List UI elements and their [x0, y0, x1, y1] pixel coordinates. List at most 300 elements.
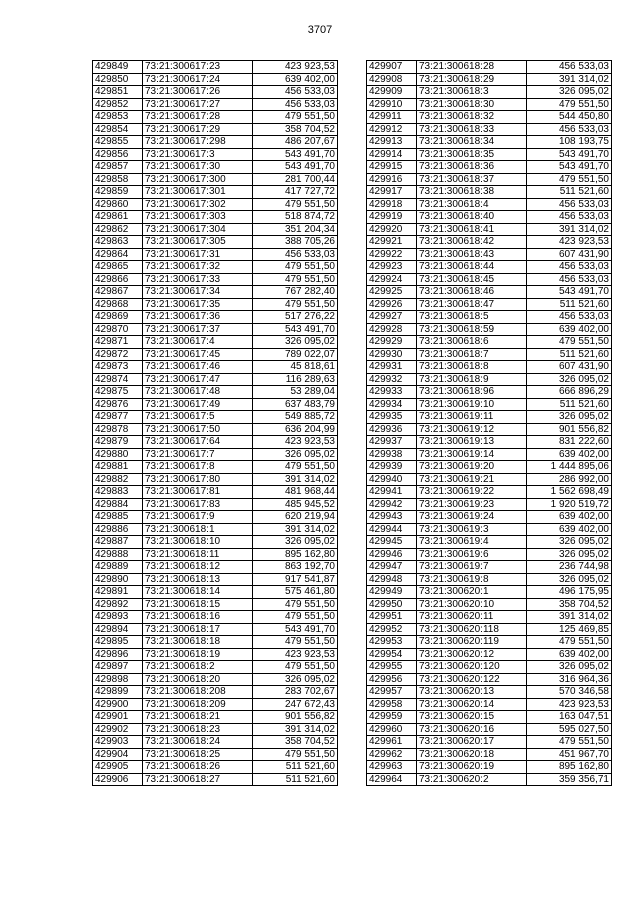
value-cell: 607 431,90 [527, 248, 612, 261]
table-row [93, 523, 338, 536]
value-cell: 358 704,52 [253, 123, 338, 136]
table-row [367, 198, 612, 211]
row-number-cell: 429909 [367, 86, 417, 99]
table-row [93, 111, 338, 124]
value-cell: 1 562 698,49 [527, 486, 612, 499]
value-cell: 391 314,02 [527, 223, 612, 236]
value-cell: 456 533,03 [527, 198, 612, 211]
value-cell: 391 314,02 [527, 611, 612, 624]
row-number-cell: 429852 [93, 98, 143, 111]
cadastral-number-cell: 73:21:300618:43 [417, 248, 527, 261]
row-number-cell: 429925 [367, 286, 417, 299]
table-row [93, 123, 338, 136]
row-number-cell: 429937 [367, 436, 417, 449]
row-number-cell: 429928 [367, 323, 417, 336]
cadastral-number-cell: 73:21:300617:303 [143, 211, 253, 224]
row-number-cell: 429884 [93, 498, 143, 511]
value-cell: 511 521,60 [527, 186, 612, 199]
table-row [93, 761, 338, 774]
table-row [367, 748, 612, 761]
row-number-cell: 429938 [367, 448, 417, 461]
value-cell: 666 896,29 [527, 386, 612, 399]
row-number-cell: 429926 [367, 298, 417, 311]
row-number-cell: 429896 [93, 648, 143, 661]
table-row [367, 636, 612, 649]
row-number-cell: 429958 [367, 698, 417, 711]
cadastral-number-cell: 73:21:300619:4 [417, 536, 527, 549]
value-cell: 326 095,02 [527, 548, 612, 561]
cadastral-number-cell: 73:21:300620:12 [417, 648, 527, 661]
table-row [93, 711, 338, 724]
value-cell: 163 047,51 [527, 711, 612, 724]
cadastral-number-cell: 73:21:300620:11 [417, 611, 527, 624]
cadastral-number-cell: 73:21:300619:24 [417, 511, 527, 524]
value-cell: 479 551,50 [253, 461, 338, 474]
value-cell: 326 095,02 [527, 373, 612, 386]
value-cell: 479 551,50 [253, 298, 338, 311]
table-row [367, 423, 612, 436]
table-row [367, 61, 612, 74]
row-number-cell: 429955 [367, 661, 417, 674]
cadastral-number-cell: 73:21:300617:26 [143, 86, 253, 99]
row-number-cell: 429883 [93, 486, 143, 499]
row-number-cell: 429949 [367, 586, 417, 599]
row-number-cell: 429871 [93, 336, 143, 349]
value-cell: 895 162,80 [253, 548, 338, 561]
row-number-cell: 429950 [367, 598, 417, 611]
row-number-cell: 429868 [93, 298, 143, 311]
row-number-cell: 429963 [367, 761, 417, 774]
table-row [93, 161, 338, 174]
value-cell: 479 551,50 [253, 261, 338, 274]
cadastral-number-cell: 73:21:300618:96 [417, 386, 527, 399]
value-cell: 639 402,00 [527, 523, 612, 536]
cadastral-number-cell: 73:21:300617:300 [143, 173, 253, 186]
value-cell: 479 551,50 [253, 611, 338, 624]
row-number-cell: 429951 [367, 611, 417, 624]
table-row [93, 273, 338, 286]
row-number-cell: 429872 [93, 348, 143, 361]
value-cell: 326 095,02 [527, 86, 612, 99]
value-cell: 423 923,53 [253, 436, 338, 449]
row-number-cell: 429944 [367, 523, 417, 536]
value-cell: 901 556,82 [253, 711, 338, 724]
cadastral-number-cell: 73:21:300618:19 [143, 648, 253, 661]
table-row [367, 648, 612, 661]
table-row [367, 111, 612, 124]
cadastral-number-cell: 73:21:300620:15 [417, 711, 527, 724]
cadastral-number-cell: 73:21:300618:208 [143, 686, 253, 699]
cadastral-number-cell: 73:21:300617:47 [143, 373, 253, 386]
cadastral-number-cell: 73:21:300617:49 [143, 398, 253, 411]
cadastral-number-cell: 73:21:300617:298 [143, 136, 253, 149]
row-number-cell: 429894 [93, 623, 143, 636]
cadastral-number-cell: 73:21:300619:20 [417, 461, 527, 474]
value-cell: 917 541,87 [253, 573, 338, 586]
value-cell: 863 192,70 [253, 561, 338, 574]
cadastral-number-cell: 73:21:300618:209 [143, 698, 253, 711]
table-row [367, 448, 612, 461]
value-cell: 543 491,70 [253, 148, 338, 161]
cadastral-number-cell: 73:21:300617:4 [143, 336, 253, 349]
row-number-cell: 429850 [93, 73, 143, 86]
cadastral-number-cell: 73:21:300618:1 [143, 523, 253, 536]
table-row [93, 623, 338, 636]
row-number-cell: 429916 [367, 173, 417, 186]
value-cell: 451 967,70 [527, 748, 612, 761]
cadastral-number-cell: 73:21:300618:12 [143, 561, 253, 574]
row-number-cell: 429956 [367, 673, 417, 686]
row-number-cell: 429874 [93, 373, 143, 386]
row-number-cell: 429960 [367, 723, 417, 736]
cadastral-number-cell: 73:21:300617:35 [143, 298, 253, 311]
table-row [367, 336, 612, 349]
value-cell: 423 923,53 [527, 236, 612, 249]
row-number-cell: 429898 [93, 673, 143, 686]
value-cell: 486 207,67 [253, 136, 338, 149]
table-row [93, 423, 338, 436]
cadastral-number-cell: 73:21:300617:46 [143, 361, 253, 374]
cadastral-number-cell: 73:21:300617:34 [143, 286, 253, 299]
row-number-cell: 429930 [367, 348, 417, 361]
table-row [367, 536, 612, 549]
table-row [93, 373, 338, 386]
row-number-cell: 429875 [93, 386, 143, 399]
table-row [93, 648, 338, 661]
value-cell: 543 491,70 [527, 286, 612, 299]
table-row [93, 336, 338, 349]
row-number-cell: 429880 [93, 448, 143, 461]
cadastral-number-cell: 73:21:300619:10 [417, 398, 527, 411]
cadastral-number-cell: 73:21:300617:36 [143, 311, 253, 324]
row-number-cell: 429886 [93, 523, 143, 536]
value-cell: 326 095,02 [527, 661, 612, 674]
cadastral-number-cell: 73:21:300618:38 [417, 186, 527, 199]
cadastral-number-cell: 73:21:300618:21 [143, 711, 253, 724]
row-number-cell: 429923 [367, 261, 417, 274]
table-row [367, 723, 612, 736]
cadastral-number-cell: 73:21:300619:6 [417, 548, 527, 561]
cadastral-number-cell: 73:21:300620:120 [417, 661, 527, 674]
table-row [93, 261, 338, 274]
row-number-cell: 429911 [367, 111, 417, 124]
cadastral-number-cell: 73:21:300617:29 [143, 123, 253, 136]
table-row [367, 761, 612, 774]
table-row [93, 73, 338, 86]
row-number-cell: 429901 [93, 711, 143, 724]
cadastral-number-cell: 73:21:300618:16 [143, 611, 253, 624]
value-cell: 575 461,80 [253, 586, 338, 599]
value-cell: 456 533,03 [253, 248, 338, 261]
cadastral-number-cell: 73:21:300618:15 [143, 598, 253, 611]
cadastral-number-cell: 73:21:300618:46 [417, 286, 527, 299]
value-cell: 895 162,80 [527, 761, 612, 774]
value-cell: 423 923,53 [253, 648, 338, 661]
value-cell: 595 027,50 [527, 723, 612, 736]
row-number-cell: 429893 [93, 611, 143, 624]
cadastral-number-cell: 73:21:300618:35 [417, 148, 527, 161]
row-number-cell: 429903 [93, 736, 143, 749]
cadastral-number-cell: 73:21:300618:47 [417, 298, 527, 311]
table-row [93, 61, 338, 74]
table-row [367, 486, 612, 499]
value-cell: 125 469,85 [527, 623, 612, 636]
row-number-cell: 429964 [367, 773, 417, 786]
value-cell: 496 175,95 [527, 586, 612, 599]
row-number-cell: 429860 [93, 198, 143, 211]
cadastral-number-cell: 73:21:300618:59 [417, 323, 527, 336]
row-number-cell: 429947 [367, 561, 417, 574]
table-row [367, 611, 612, 624]
row-number-cell: 429906 [93, 773, 143, 786]
table-row [93, 198, 338, 211]
row-number-cell: 429899 [93, 686, 143, 699]
cadastral-number-cell: 73:21:300618:9 [417, 373, 527, 386]
cadastral-number-cell: 73:21:300618:37 [417, 173, 527, 186]
row-number-cell: 429934 [367, 398, 417, 411]
cadastral-number-cell: 73:21:300620:13 [417, 686, 527, 699]
value-cell: 511 521,60 [527, 398, 612, 411]
cadastral-number-cell: 73:21:300618:23 [143, 723, 253, 736]
table-row [367, 511, 612, 524]
row-number-cell: 429862 [93, 223, 143, 236]
table-row [367, 598, 612, 611]
value-cell: 544 450,80 [527, 111, 612, 124]
row-number-cell: 429878 [93, 423, 143, 436]
cadastral-number-cell: 73:21:300618:13 [143, 573, 253, 586]
value-cell: 479 551,50 [527, 736, 612, 749]
cadastral-number-cell: 73:21:300618:42 [417, 236, 527, 249]
table-row [367, 473, 612, 486]
value-cell: 479 551,50 [527, 98, 612, 111]
table-row [367, 586, 612, 599]
table-row [93, 448, 338, 461]
table-row [93, 298, 338, 311]
table-row [367, 286, 612, 299]
table-row [367, 686, 612, 699]
cadastral-number-cell: 73:21:300618:30 [417, 98, 527, 111]
value-cell: 518 874,72 [253, 211, 338, 224]
page-number: 3707 [307, 24, 333, 36]
cadastral-number-cell: 73:21:300617:37 [143, 323, 253, 336]
row-number-cell: 429952 [367, 623, 417, 636]
row-number-cell: 429943 [367, 511, 417, 524]
row-number-cell: 429897 [93, 661, 143, 674]
cadastral-number-cell: 73:21:300620:118 [417, 623, 527, 636]
value-cell: 479 551,50 [527, 636, 612, 649]
row-number-cell: 429866 [93, 273, 143, 286]
row-number-cell: 429918 [367, 198, 417, 211]
value-cell: 549 885,72 [253, 411, 338, 424]
cadastral-number-cell: 73:21:300618:2 [143, 661, 253, 674]
row-number-cell: 429927 [367, 311, 417, 324]
cadastral-number-cell: 73:21:300620:1 [417, 586, 527, 599]
row-number-cell: 429888 [93, 548, 143, 561]
table-row [367, 223, 612, 236]
row-number-cell: 429865 [93, 261, 143, 274]
row-number-cell: 429870 [93, 323, 143, 336]
value-cell: 391 314,02 [253, 723, 338, 736]
cadastral-number-cell: 73:21:300617:45 [143, 348, 253, 361]
table-row [367, 711, 612, 724]
cadastral-number-cell: 73:21:300618:8 [417, 361, 527, 374]
table-row [93, 673, 338, 686]
table-row [93, 286, 338, 299]
value-cell: 479 551,50 [253, 598, 338, 611]
value-cell: 326 095,02 [527, 573, 612, 586]
table-row [93, 473, 338, 486]
row-number-cell: 429924 [367, 273, 417, 286]
table-row [367, 86, 612, 99]
table-row [93, 436, 338, 449]
value-cell: 517 276,22 [253, 311, 338, 324]
row-number-cell: 429932 [367, 373, 417, 386]
row-number-cell: 429849 [93, 61, 143, 74]
cadastral-number-cell: 73:21:300617:302 [143, 198, 253, 211]
row-number-cell: 429908 [367, 73, 417, 86]
row-number-cell: 429882 [93, 473, 143, 486]
table-row [93, 773, 338, 786]
row-number-cell: 429861 [93, 211, 143, 224]
value-cell: 326 095,02 [253, 673, 338, 686]
cadastral-number-cell: 73:21:300617:80 [143, 473, 253, 486]
row-number-cell: 429907 [367, 61, 417, 74]
cadastral-number-cell: 73:21:300617:24 [143, 73, 253, 86]
value-cell: 511 521,60 [253, 773, 338, 786]
cadastral-number-cell: 73:21:300618:32 [417, 111, 527, 124]
row-number-cell: 429885 [93, 511, 143, 524]
table-row [367, 323, 612, 336]
value-cell: 45 818,61 [253, 361, 338, 374]
cadastral-number-cell: 73:21:300617:32 [143, 261, 253, 274]
table-row [93, 248, 338, 261]
value-cell: 481 968,44 [253, 486, 338, 499]
value-cell: 247 672,43 [253, 698, 338, 711]
value-cell: 639 402,00 [527, 448, 612, 461]
cadastral-number-cell: 73:21:300619:14 [417, 448, 527, 461]
row-number-cell: 429929 [367, 336, 417, 349]
table-row [367, 661, 612, 674]
cadastral-number-cell: 73:21:300617:30 [143, 161, 253, 174]
row-number-cell: 429957 [367, 686, 417, 699]
value-cell: 456 533,03 [527, 273, 612, 286]
cadastral-number-cell: 73:21:300620:19 [417, 761, 527, 774]
row-number-cell: 429857 [93, 161, 143, 174]
cadastral-number-cell: 73:21:300618:44 [417, 261, 527, 274]
value-cell: 359 356,71 [527, 773, 612, 786]
value-cell: 570 346,58 [527, 686, 612, 699]
row-number-cell: 429905 [93, 761, 143, 774]
table-row [93, 361, 338, 374]
value-cell: 283 702,67 [253, 686, 338, 699]
value-cell: 456 533,03 [527, 311, 612, 324]
value-cell: 831 222,60 [527, 436, 612, 449]
value-cell: 901 556,82 [527, 423, 612, 436]
row-number-cell: 429895 [93, 636, 143, 649]
table-row [367, 623, 612, 636]
cadastral-number-cell: 73:21:300618:45 [417, 273, 527, 286]
value-cell: 543 491,70 [527, 161, 612, 174]
value-cell: 543 491,70 [253, 623, 338, 636]
cadastral-number-cell: 73:21:300617:33 [143, 273, 253, 286]
table-row [367, 523, 612, 536]
row-number-cell: 429912 [367, 123, 417, 136]
row-number-cell: 429864 [93, 248, 143, 261]
row-number-cell: 429959 [367, 711, 417, 724]
row-number-cell: 429954 [367, 648, 417, 661]
row-number-cell: 429914 [367, 148, 417, 161]
cadastral-number-cell: 73:21:300617:3 [143, 148, 253, 161]
value-cell: 417 727,72 [253, 186, 338, 199]
cadastral-number-cell: 73:21:300618:11 [143, 548, 253, 561]
row-number-cell: 429936 [367, 423, 417, 436]
row-number-cell: 429900 [93, 698, 143, 711]
row-number-cell: 429869 [93, 311, 143, 324]
table-row [93, 686, 338, 699]
row-number-cell: 429961 [367, 736, 417, 749]
cadastral-number-cell: 73:21:300619:23 [417, 498, 527, 511]
table-row [367, 698, 612, 711]
value-cell: 53 289,04 [253, 386, 338, 399]
row-number-cell: 429941 [367, 486, 417, 499]
cadastral-number-cell: 73:21:300619:22 [417, 486, 527, 499]
cadastral-number-cell: 73:21:300618:10 [143, 536, 253, 549]
row-number-cell: 429940 [367, 473, 417, 486]
table-row [93, 236, 338, 249]
table-row [93, 186, 338, 199]
value-cell: 326 095,02 [527, 411, 612, 424]
row-number-cell: 429856 [93, 148, 143, 161]
row-number-cell: 429948 [367, 573, 417, 586]
table-row [367, 373, 612, 386]
cadastral-number-cell: 73:21:300618:20 [143, 673, 253, 686]
row-number-cell: 429913 [367, 136, 417, 149]
cadastral-number-cell: 73:21:300620:17 [417, 736, 527, 749]
left-table [92, 60, 338, 786]
table-row [367, 311, 612, 324]
value-cell: 637 483,79 [253, 398, 338, 411]
table-row [367, 186, 612, 199]
value-cell: 423 923,53 [253, 61, 338, 74]
value-cell: 358 704,52 [527, 598, 612, 611]
value-cell: 543 491,70 [253, 323, 338, 336]
cadastral-number-cell: 73:21:300619:8 [417, 573, 527, 586]
value-cell: 1 444 895,06 [527, 461, 612, 474]
table-row [93, 698, 338, 711]
value-cell: 391 314,02 [527, 73, 612, 86]
value-cell: 639 402,00 [527, 323, 612, 336]
table-row [367, 136, 612, 149]
value-cell: 456 533,03 [527, 261, 612, 274]
row-number-cell: 429877 [93, 411, 143, 424]
value-cell: 391 314,02 [253, 473, 338, 486]
row-number-cell: 429889 [93, 561, 143, 574]
table-row [367, 273, 612, 286]
row-number-cell: 429892 [93, 598, 143, 611]
row-number-cell: 429953 [367, 636, 417, 649]
cadastral-number-cell: 73:21:300617:31 [143, 248, 253, 261]
row-number-cell: 429851 [93, 86, 143, 99]
table-row [367, 573, 612, 586]
table-row [367, 123, 612, 136]
table-row [93, 98, 338, 111]
value-cell: 108 193,75 [527, 136, 612, 149]
table-row [93, 148, 338, 161]
value-cell: 281 700,44 [253, 173, 338, 186]
cadastral-number-cell: 73:21:300617:81 [143, 486, 253, 499]
cadastral-number-cell: 73:21:300617:8 [143, 461, 253, 474]
value-cell: 479 551,50 [253, 748, 338, 761]
